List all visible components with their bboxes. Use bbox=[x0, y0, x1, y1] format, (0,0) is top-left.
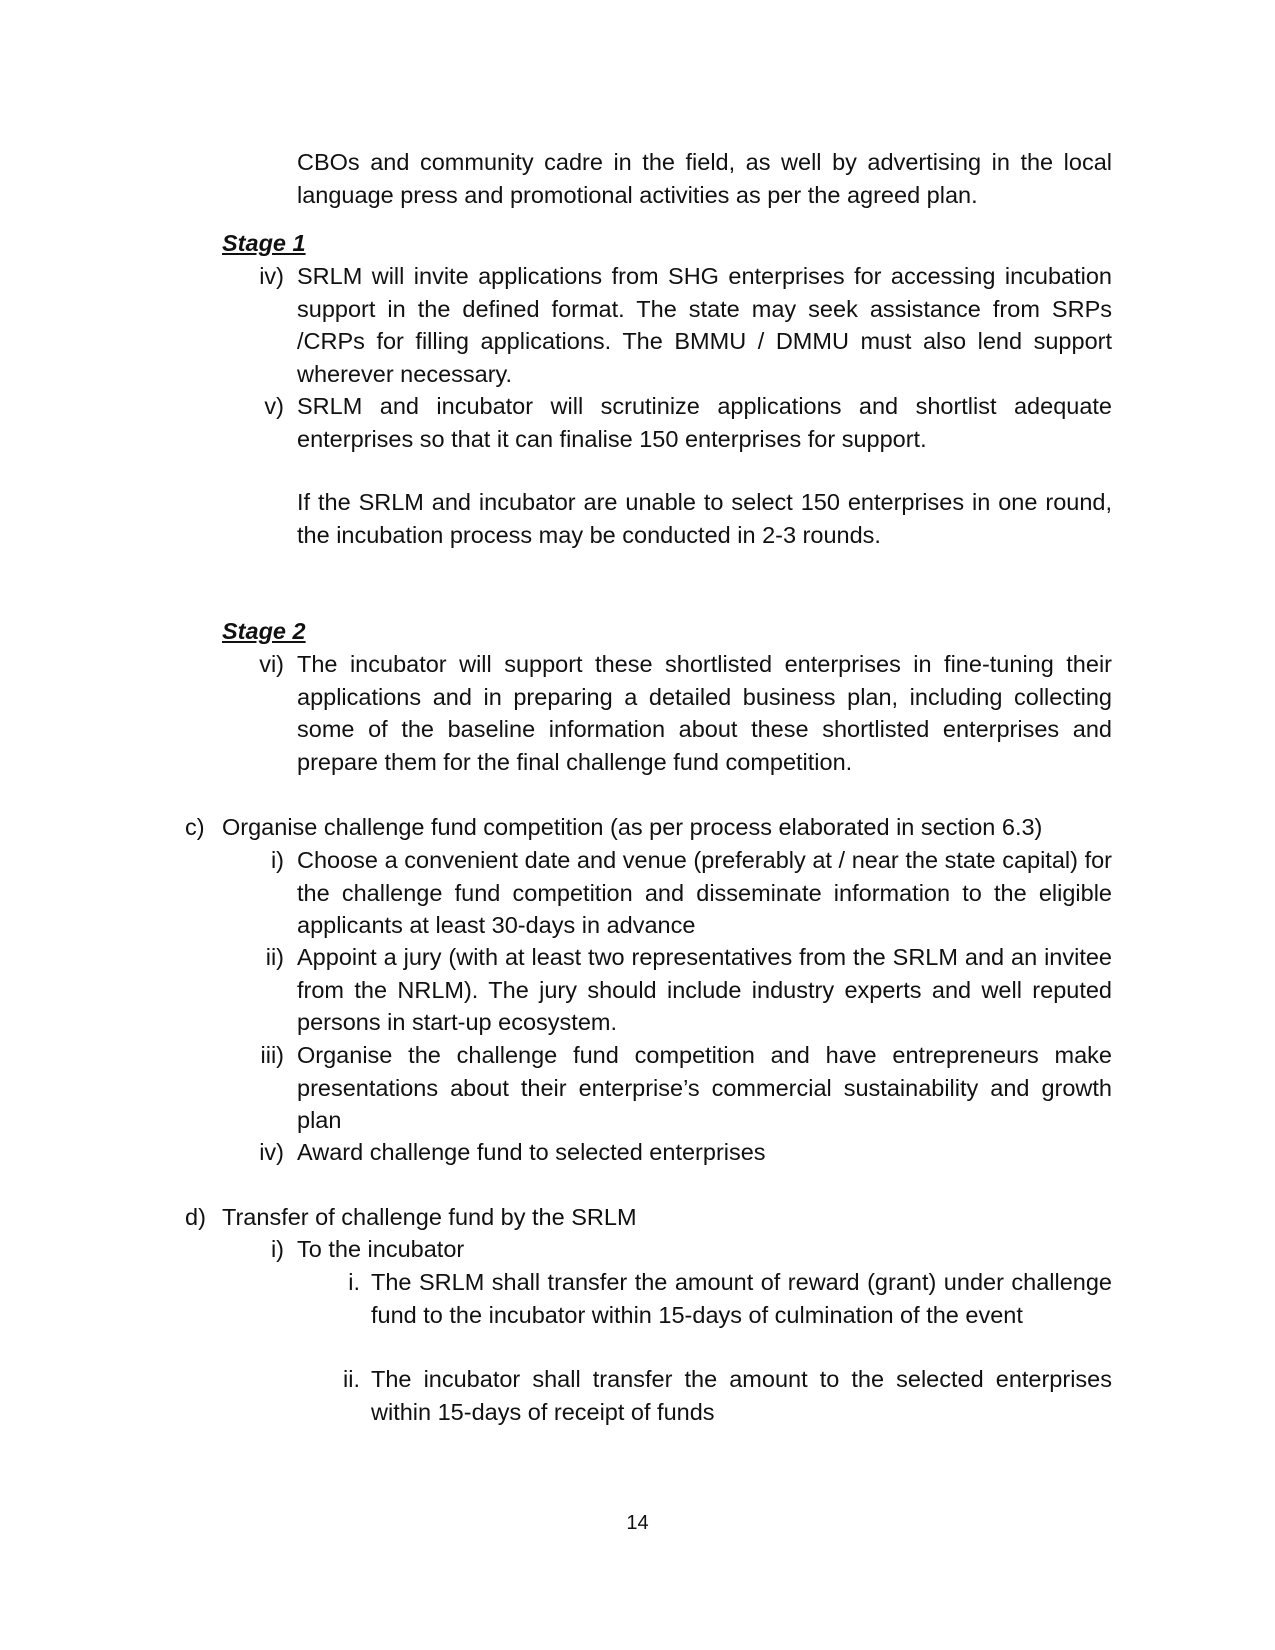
stage1-heading: Stage 1 bbox=[222, 230, 306, 256]
stage2-heading: Stage 2 bbox=[222, 618, 306, 644]
section-label: d) bbox=[185, 1204, 206, 1230]
list-item-text: The incubator will support these shortlisted enterprises in fine-tuning their applications and in preparing a detailed business plan, including collecting some of the baseline information about these shortlisted enterprises and prepare them for the final challenge fund competition. bbox=[297, 651, 1112, 775]
list-item-text: The SRLM shall transfer the amount of reward (grant) under challenge fund to the incubator within 15-days of culmination of the event bbox=[371, 1269, 1112, 1328]
list-label: i) bbox=[270, 847, 284, 873]
list-item-text: Award challenge fund to selected enterprises bbox=[297, 1139, 766, 1165]
stage1-note: If the SRLM and incubator are unable to select 150 enterprises in one round, the incubation process may be conducted in 2-3 rounds. bbox=[297, 489, 1112, 548]
list-label: iii) bbox=[260, 1042, 284, 1068]
list-label: ii. bbox=[343, 1366, 360, 1392]
list-label: i) bbox=[270, 1236, 284, 1262]
section-title: Organise challenge fund competition (as per process elaborated in section 6.3) bbox=[222, 814, 1043, 840]
list-label: ii) bbox=[265, 944, 284, 970]
list-label: v) bbox=[264, 393, 284, 419]
list-item-text: Organise the challenge fund competition and have entrepreneurs make presentations about their enterprise’s commercial sustainability and growth plan bbox=[297, 1042, 1112, 1134]
section-title: Transfer of challenge fund by the SRLM bbox=[222, 1204, 637, 1230]
intro-continuation: CBOs and community cadre in the field, as well by advertising in the local language press and promotional activities as per the agreed plan. bbox=[297, 149, 1112, 208]
list-label: i. bbox=[348, 1269, 360, 1295]
list-item-text: To the incubator bbox=[297, 1236, 465, 1262]
list-label: iv) bbox=[259, 1139, 284, 1165]
list-item-text: The incubator shall transfer the amount to the selected enterprises within 15-days of receipt of funds bbox=[371, 1366, 1112, 1425]
list-label: iv) bbox=[259, 263, 284, 289]
section-label: c) bbox=[185, 814, 205, 840]
list-item-text: Appoint a jury (with at least two representatives from the SRLM and an invitee from the NRLM). The jury should include industry experts and well reputed persons in start-up ecosystem. bbox=[297, 944, 1112, 1036]
page-number: 14 bbox=[626, 1512, 649, 1534]
list-label: vi) bbox=[259, 651, 284, 677]
list-item-text: SRLM will invite applications from SHG enterprises for accessing incubation support in the defined format. The state may seek assistance from SRPs /CRPs for filling applications. The BMMU / DMMU must also lend support wherever necessary. bbox=[297, 263, 1112, 387]
list-item-text: Choose a convenient date and venue (preferably at / near the state capital) for the challenge fund competition and disseminate information to the eligible applicants at least 30-days in advance bbox=[297, 847, 1112, 939]
list-item-text: SRLM and incubator will scrutinize applications and shortlist adequate enterprises so that it can finalise 150 enterprises for support. bbox=[297, 393, 1112, 452]
